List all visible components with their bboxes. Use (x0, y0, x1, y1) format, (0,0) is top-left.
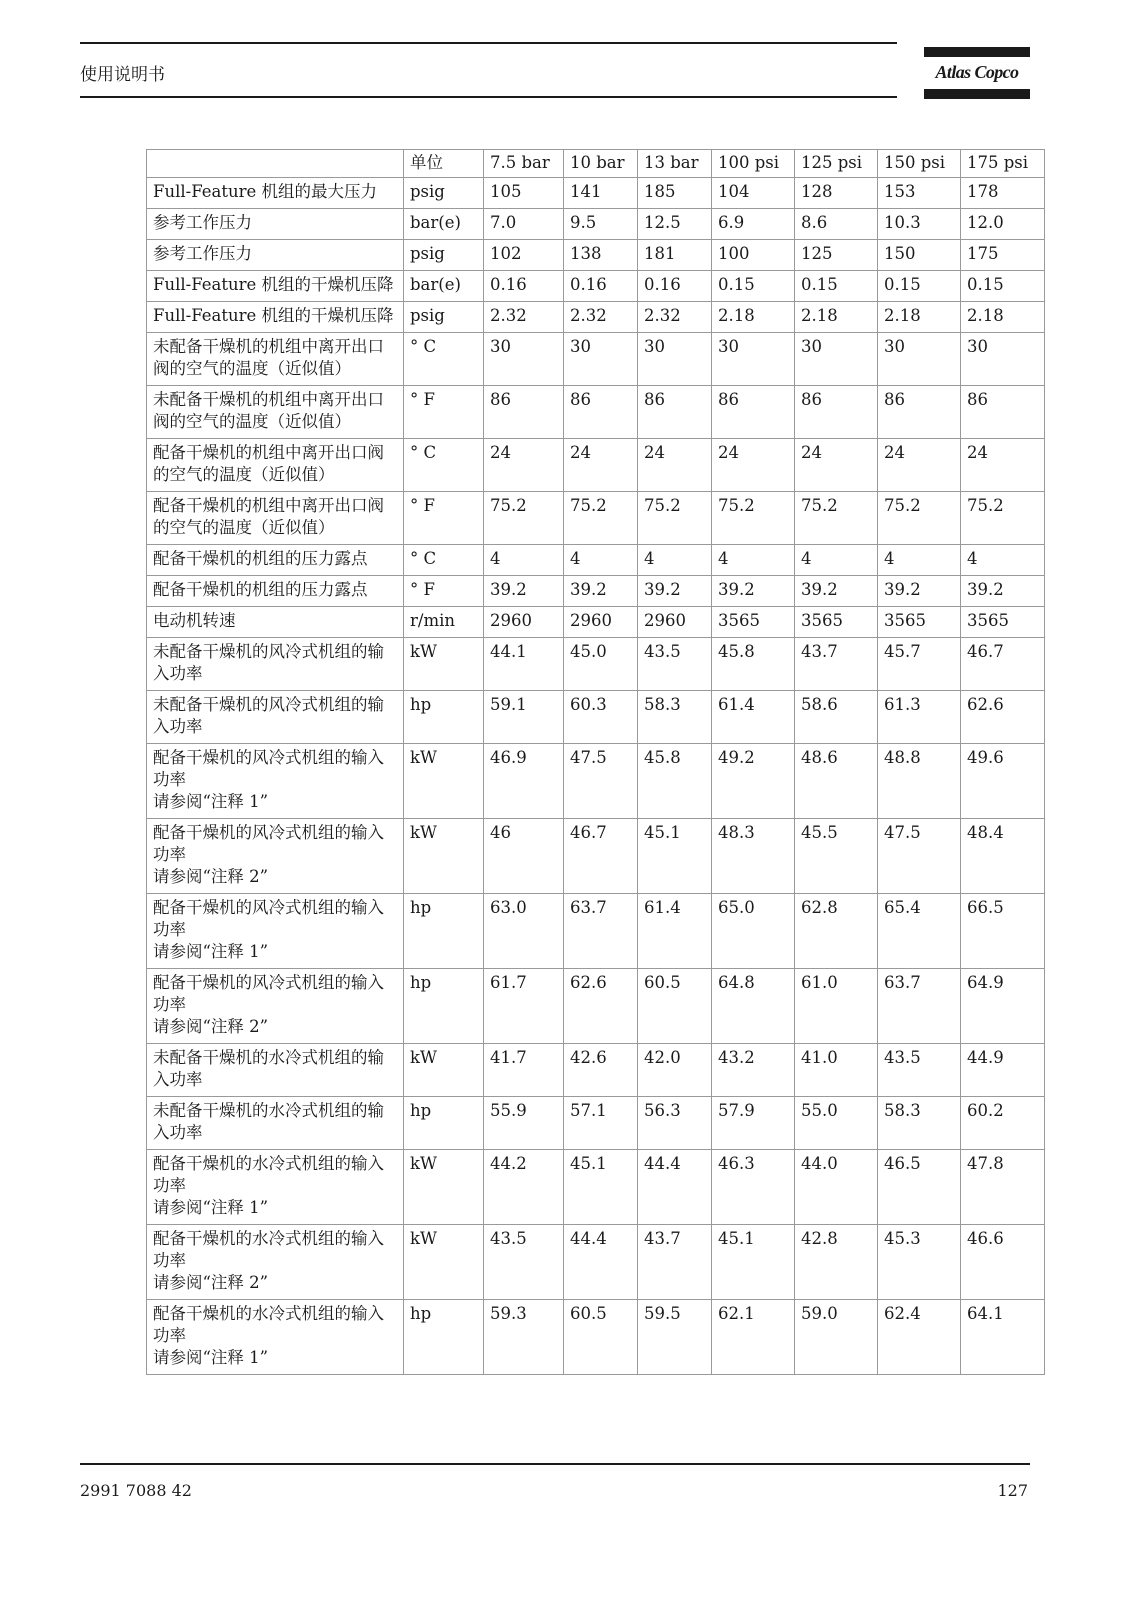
row-label-text: 未配备干燥机的风冷式机组的输入功率 (153, 642, 384, 683)
unit-cell: ° C (404, 439, 484, 492)
value-cell: 60.3 (564, 691, 638, 744)
value-cell: 0.15 (878, 271, 961, 302)
row-label-text: 配备干燥机的风冷式机组的输入功率 (153, 973, 384, 1014)
unit-cell: ° C (404, 545, 484, 576)
row-label (147, 1300, 404, 1375)
table-row (147, 638, 1045, 691)
value-cell: 153 (878, 178, 961, 209)
row-label-text: Full-Feature 机组的干燥机压降 (153, 306, 394, 325)
value-cell: 86 (878, 386, 961, 439)
value-cell: 39.2 (564, 576, 638, 607)
value-cell: 24 (712, 439, 795, 492)
row-note: 请参阅“注释 1” (153, 942, 269, 961)
value-cell: 4 (484, 545, 564, 576)
value-cell: 104 (712, 178, 795, 209)
unit-cell: hp (404, 1097, 484, 1150)
value-cell: 75.2 (484, 492, 564, 545)
value-cell: 44.9 (961, 1044, 1045, 1097)
value-cell: 61.7 (484, 969, 564, 1044)
value-cell: 24 (484, 439, 564, 492)
value-cell: 75.2 (712, 492, 795, 545)
row-label-text: 配备干燥机的机组的压力露点 (153, 580, 368, 599)
unit-cell: hp (404, 969, 484, 1044)
row-note: 请参阅“注释 1” (153, 1198, 269, 1217)
footer-rule (80, 1463, 1030, 1465)
row-label-text: 未配备干燥机的风冷式机组的输入功率 (153, 695, 384, 736)
row-label (147, 576, 404, 607)
value-cell: 0.15 (961, 271, 1045, 302)
value-cell: 24 (961, 439, 1045, 492)
value-cell: 63.0 (484, 894, 564, 969)
value-cell: 43.7 (638, 1225, 712, 1300)
value-cell: 45.1 (638, 819, 712, 894)
value-cell: 62.6 (961, 691, 1045, 744)
value-cell: 59.5 (638, 1300, 712, 1375)
value-cell: 43.5 (484, 1225, 564, 1300)
value-cell: 9.5 (564, 209, 638, 240)
value-cell: 141 (564, 178, 638, 209)
value-cell: 48.4 (961, 819, 1045, 894)
header-top-rule (80, 42, 897, 44)
value-cell: 100 (712, 240, 795, 271)
row-label (147, 271, 404, 302)
table-row (147, 819, 1045, 894)
value-cell: 47.5 (878, 819, 961, 894)
value-cell: 128 (795, 178, 878, 209)
unit-cell: ° F (404, 386, 484, 439)
value-cell: 86 (484, 386, 564, 439)
value-cell: 2.18 (795, 302, 878, 333)
column-header-blank (147, 150, 404, 178)
value-cell: 61.3 (878, 691, 961, 744)
value-cell: 6.9 (712, 209, 795, 240)
value-cell: 43.2 (712, 1044, 795, 1097)
unit-cell: ° C (404, 333, 484, 386)
value-cell: 46.5 (878, 1150, 961, 1225)
value-cell: 105 (484, 178, 564, 209)
value-cell: 4 (878, 545, 961, 576)
row-label (147, 209, 404, 240)
table-row (147, 1225, 1045, 1300)
value-cell: 2.18 (961, 302, 1045, 333)
value-cell: 86 (712, 386, 795, 439)
unit-cell: psig (404, 302, 484, 333)
value-cell: 185 (638, 178, 712, 209)
row-label-text: 配备干燥机的水冷式机组的输入功率 (153, 1229, 384, 1270)
table-row (147, 302, 1045, 333)
value-cell: 62.8 (795, 894, 878, 969)
value-cell: 46.7 (961, 638, 1045, 691)
value-cell: 64.9 (961, 969, 1045, 1044)
unit-cell: ° F (404, 492, 484, 545)
table-row (147, 439, 1045, 492)
row-note: 请参阅“注释 2” (153, 1017, 269, 1036)
value-cell: 57.9 (712, 1097, 795, 1150)
value-cell: 7.0 (484, 209, 564, 240)
value-cell: 4 (564, 545, 638, 576)
table-row (147, 969, 1045, 1044)
column-header: 13 bar (638, 150, 712, 178)
value-cell: 44.4 (638, 1150, 712, 1225)
table-row (147, 271, 1045, 302)
row-label (147, 178, 404, 209)
value-cell: 45.1 (564, 1150, 638, 1225)
value-cell: 60.5 (564, 1300, 638, 1375)
value-cell: 75.2 (961, 492, 1045, 545)
value-cell: 75.2 (878, 492, 961, 545)
value-cell: 57.1 (564, 1097, 638, 1150)
value-cell: 55.9 (484, 1097, 564, 1150)
value-cell: 86 (961, 386, 1045, 439)
table-row (147, 1097, 1045, 1150)
header-bottom-rule (80, 96, 897, 98)
unit-cell: psig (404, 240, 484, 271)
value-cell: 30 (878, 333, 961, 386)
value-cell: 56.3 (638, 1097, 712, 1150)
row-label-text: 未配备干燥机的水冷式机组的输入功率 (153, 1101, 384, 1142)
row-label (147, 819, 404, 894)
value-cell: 64.1 (961, 1300, 1045, 1375)
value-cell: 41.0 (795, 1044, 878, 1097)
unit-cell: hp (404, 1300, 484, 1375)
row-label (147, 638, 404, 691)
value-cell: 44.4 (564, 1225, 638, 1300)
row-label (147, 333, 404, 386)
value-cell: 65.4 (878, 894, 961, 969)
value-cell: 42.6 (564, 1044, 638, 1097)
column-header: 100 psi (712, 150, 795, 178)
row-label (147, 1044, 404, 1097)
value-cell: 30 (564, 333, 638, 386)
value-cell: 4 (638, 545, 712, 576)
row-label-text: 未配备干燥机的机组中离开出口阀的空气的温度（近似值） (153, 390, 384, 431)
value-cell: 47.5 (564, 744, 638, 819)
value-cell: 24 (638, 439, 712, 492)
value-cell: 10.3 (878, 209, 961, 240)
value-cell: 60.5 (638, 969, 712, 1044)
value-cell: 63.7 (564, 894, 638, 969)
value-cell: 65.0 (712, 894, 795, 969)
value-cell: 43.5 (638, 638, 712, 691)
page-number: 127 (997, 1481, 1028, 1500)
value-cell: 3565 (795, 607, 878, 638)
value-cell: 45.8 (638, 744, 712, 819)
row-label-text: 未配备干燥机的水冷式机组的输入功率 (153, 1048, 384, 1089)
value-cell: 30 (638, 333, 712, 386)
table-row (147, 178, 1045, 209)
row-label-text: 配备干燥机的水冷式机组的输入功率 (153, 1304, 384, 1345)
table-row (147, 209, 1045, 240)
value-cell: 75.2 (795, 492, 878, 545)
value-cell: 2.18 (878, 302, 961, 333)
value-cell: 42.0 (638, 1044, 712, 1097)
value-cell: 43.7 (795, 638, 878, 691)
document-number: 2991 7088 42 (80, 1481, 192, 1500)
value-cell: 41.7 (484, 1044, 564, 1097)
value-cell: 0.16 (564, 271, 638, 302)
row-label (147, 386, 404, 439)
value-cell: 61.4 (638, 894, 712, 969)
value-cell: 8.6 (795, 209, 878, 240)
row-label-text: 配备干燥机的机组中离开出口阀的空气的温度（近似值） (153, 443, 384, 484)
value-cell: 43.5 (878, 1044, 961, 1097)
row-label (147, 439, 404, 492)
row-label-text: Full-Feature 机组的干燥机压降 (153, 275, 394, 294)
value-cell: 4 (795, 545, 878, 576)
unit-cell: bar(e) (404, 209, 484, 240)
value-cell: 46.7 (564, 819, 638, 894)
value-cell: 66.5 (961, 894, 1045, 969)
unit-cell: kW (404, 1150, 484, 1225)
value-cell: 3565 (878, 607, 961, 638)
row-label (147, 1225, 404, 1300)
value-cell: 39.2 (484, 576, 564, 607)
row-label (147, 607, 404, 638)
unit-cell: kW (404, 638, 484, 691)
value-cell: 46.3 (712, 1150, 795, 1225)
table-row (147, 744, 1045, 819)
value-cell: 44.2 (484, 1150, 564, 1225)
value-cell: 24 (878, 439, 961, 492)
row-label-text: 未配备干燥机的机组中离开出口阀的空气的温度（近似值） (153, 337, 384, 378)
table-row (147, 1150, 1045, 1225)
value-cell: 125 (795, 240, 878, 271)
row-label-text: 电动机转速 (153, 611, 236, 630)
unit-cell: kW (404, 1225, 484, 1300)
value-cell: 46.6 (961, 1225, 1045, 1300)
value-cell: 86 (638, 386, 712, 439)
value-cell: 62.6 (564, 969, 638, 1044)
value-cell: 178 (961, 178, 1045, 209)
value-cell: 39.2 (638, 576, 712, 607)
value-cell: 30 (484, 333, 564, 386)
row-label (147, 969, 404, 1044)
value-cell: 47.8 (961, 1150, 1045, 1225)
row-label-text: 配备干燥机的机组中离开出口阀的空气的温度（近似值） (153, 496, 384, 537)
value-cell: 24 (795, 439, 878, 492)
value-cell: 39.2 (795, 576, 878, 607)
value-cell: 12.0 (961, 209, 1045, 240)
value-cell: 45.0 (564, 638, 638, 691)
value-cell: 2.32 (564, 302, 638, 333)
value-cell: 59.1 (484, 691, 564, 744)
value-cell: 102 (484, 240, 564, 271)
value-cell: 2960 (484, 607, 564, 638)
unit-cell: kW (404, 819, 484, 894)
value-cell: 2.32 (484, 302, 564, 333)
row-note: 请参阅“注释 2” (153, 867, 269, 886)
row-label (147, 691, 404, 744)
value-cell: 59.0 (795, 1300, 878, 1375)
value-cell: 39.2 (712, 576, 795, 607)
value-cell: 55.0 (795, 1097, 878, 1150)
spec-table (146, 149, 1045, 1375)
unit-cell: hp (404, 691, 484, 744)
table-header-row (147, 150, 1045, 178)
value-cell: 49.2 (712, 744, 795, 819)
value-cell: 0.15 (712, 271, 795, 302)
value-cell: 45.1 (712, 1225, 795, 1300)
value-cell: 45.5 (795, 819, 878, 894)
value-cell: 24 (564, 439, 638, 492)
value-cell: 39.2 (961, 576, 1045, 607)
value-cell: 30 (961, 333, 1045, 386)
value-cell: 2.32 (638, 302, 712, 333)
value-cell: 48.3 (712, 819, 795, 894)
value-cell: 58.6 (795, 691, 878, 744)
column-header: 150 psi (878, 150, 961, 178)
row-label (147, 1097, 404, 1150)
table-row (147, 240, 1045, 271)
logo-text: Atlas Copco (935, 62, 1019, 82)
value-cell: 4 (712, 545, 795, 576)
value-cell: 44.0 (795, 1150, 878, 1225)
value-cell: 59.3 (484, 1300, 564, 1375)
value-cell: 62.4 (878, 1300, 961, 1375)
value-cell: 75.2 (638, 492, 712, 545)
row-label-text: 配备干燥机的风冷式机组的输入功率 (153, 898, 384, 939)
unit-cell: hp (404, 894, 484, 969)
unit-cell: ° F (404, 576, 484, 607)
row-note: 请参阅“注释 1” (153, 792, 269, 811)
value-cell: 58.3 (638, 691, 712, 744)
value-cell: 2960 (564, 607, 638, 638)
value-cell: 42.8 (795, 1225, 878, 1300)
value-cell: 39.2 (878, 576, 961, 607)
table-row (147, 576, 1045, 607)
table-row (147, 1300, 1045, 1375)
value-cell: 44.1 (484, 638, 564, 691)
value-cell: 175 (961, 240, 1045, 271)
value-cell: 45.3 (878, 1225, 961, 1300)
table-row (147, 545, 1045, 576)
row-label (147, 492, 404, 545)
value-cell: 150 (878, 240, 961, 271)
column-header: 单位 (404, 150, 484, 178)
value-cell: 61.4 (712, 691, 795, 744)
value-cell: 86 (795, 386, 878, 439)
value-cell: 30 (712, 333, 795, 386)
row-note: 请参阅“注释 1” (153, 1348, 269, 1367)
row-label (147, 302, 404, 333)
value-cell: 12.5 (638, 209, 712, 240)
row-label-text: 配备干燥机的风冷式机组的输入功率 (153, 823, 384, 864)
table-row (147, 894, 1045, 969)
value-cell: 45.8 (712, 638, 795, 691)
unit-cell: kW (404, 1044, 484, 1097)
table-row (147, 492, 1045, 545)
value-cell: 58.3 (878, 1097, 961, 1150)
value-cell: 3565 (961, 607, 1045, 638)
row-label-text: 配备干燥机的风冷式机组的输入功率 (153, 748, 384, 789)
value-cell: 2960 (638, 607, 712, 638)
atlas-copco-logo (924, 47, 1030, 99)
value-cell: 2.18 (712, 302, 795, 333)
value-cell: 0.15 (795, 271, 878, 302)
value-cell: 62.1 (712, 1300, 795, 1375)
value-cell: 0.16 (638, 271, 712, 302)
row-label (147, 894, 404, 969)
row-label-text: 配备干燥机的水冷式机组的输入功率 (153, 1154, 384, 1195)
value-cell: 181 (638, 240, 712, 271)
row-label-text: 参考工作压力 (153, 213, 252, 232)
column-header: 125 psi (795, 150, 878, 178)
table-row (147, 1044, 1045, 1097)
row-label-text: 参考工作压力 (153, 244, 252, 263)
value-cell: 86 (564, 386, 638, 439)
value-cell: 4 (961, 545, 1045, 576)
table-row (147, 333, 1045, 386)
column-header: 7.5 bar (484, 150, 564, 178)
unit-cell: psig (404, 178, 484, 209)
row-label (147, 1150, 404, 1225)
value-cell: 46 (484, 819, 564, 894)
unit-cell: kW (404, 744, 484, 819)
value-cell: 48.6 (795, 744, 878, 819)
value-cell: 138 (564, 240, 638, 271)
value-cell: 61.0 (795, 969, 878, 1044)
row-label (147, 545, 404, 576)
table-row (147, 386, 1045, 439)
row-note: 请参阅“注释 2” (153, 1273, 269, 1292)
value-cell: 49.6 (961, 744, 1045, 819)
unit-cell: r/min (404, 607, 484, 638)
value-cell: 63.7 (878, 969, 961, 1044)
table-row (147, 691, 1045, 744)
row-label (147, 744, 404, 819)
value-cell: 64.8 (712, 969, 795, 1044)
column-header: 175 psi (961, 150, 1045, 178)
value-cell: 3565 (712, 607, 795, 638)
value-cell: 60.2 (961, 1097, 1045, 1150)
value-cell: 46.9 (484, 744, 564, 819)
table-row (147, 607, 1045, 638)
value-cell: 45.7 (878, 638, 961, 691)
row-label-text: Full-Feature 机组的最大压力 (153, 182, 378, 201)
value-cell: 75.2 (564, 492, 638, 545)
value-cell: 0.16 (484, 271, 564, 302)
value-cell: 48.8 (878, 744, 961, 819)
page-header-title: 使用说明书 (80, 65, 165, 85)
row-label-text: 配备干燥机的机组的压力露点 (153, 549, 368, 568)
row-label (147, 240, 404, 271)
column-header: 10 bar (564, 150, 638, 178)
value-cell: 30 (795, 333, 878, 386)
unit-cell: bar(e) (404, 271, 484, 302)
